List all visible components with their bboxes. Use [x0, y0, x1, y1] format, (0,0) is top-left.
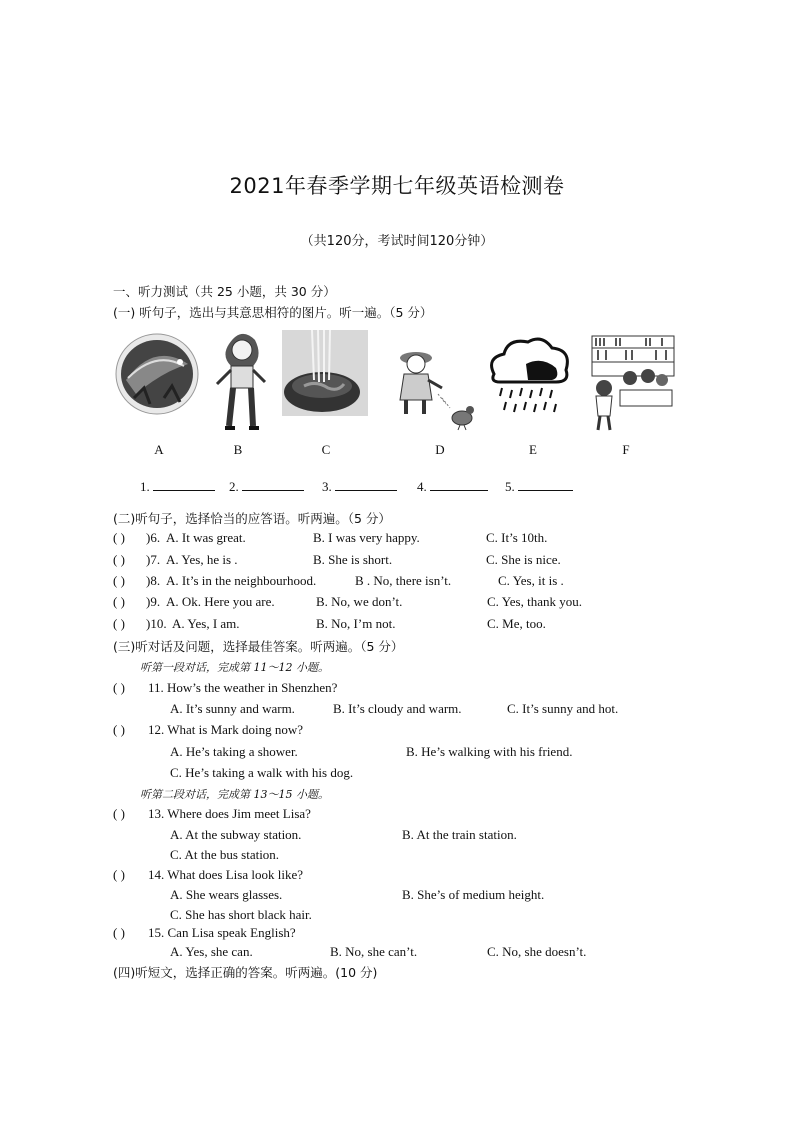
option-8a: A. It’s in the neighbourhood. — [166, 573, 317, 588]
picture-label-b: B — [233, 442, 243, 457]
blank-number: 4. — [417, 479, 427, 494]
option-15c: C. No, she doesn’t. — [487, 944, 587, 959]
option-12b: B. He’s walking with his friend. — [406, 744, 573, 759]
page-title: 2021年春季学期七年级英语检测卷 — [229, 174, 565, 198]
picture-label-e: E — [529, 442, 537, 457]
blank-number: 1. — [140, 479, 150, 494]
option-15a: A. Yes, she can. — [170, 944, 253, 959]
question-12: 12. What is Mark doing now? — [148, 722, 304, 737]
option-11a: A. It’s sunny and warm. — [170, 701, 295, 716]
answer-paren-11[interactable]: ( ) — [113, 680, 125, 695]
option-8b: B . No, there isn’t. — [355, 573, 452, 588]
picture-label-c: C — [321, 442, 331, 457]
option-8c: C. Yes, it is . — [498, 573, 564, 588]
option-6a: A. It was great. — [166, 530, 246, 545]
question-number-6: )6. — [146, 530, 161, 545]
option-7b: B. She is short. — [313, 552, 393, 567]
answer-paren-9[interactable]: ( ) — [113, 594, 125, 609]
dialogue1-note: 听第一段对话，完成第 11～12 小题。 — [140, 661, 329, 674]
option-10a: A. Yes, I am. — [172, 616, 240, 631]
option-7c: C. She is nice. — [486, 552, 561, 567]
option-13a: A. At the subway station. — [170, 827, 302, 842]
option-10b: B. No, I’m not. — [316, 616, 396, 631]
option-6b: B. I was very happy. — [313, 530, 420, 545]
section-heading: 一、听力测试（共 25 小题，共 30 分） — [113, 284, 336, 299]
question-number-10: )10. — [146, 616, 167, 631]
option-14c: C. She has short black hair. — [170, 907, 312, 922]
answer-paren-14[interactable]: ( ) — [113, 867, 125, 882]
question-number-8: )8. — [146, 573, 161, 588]
answer-paren-6[interactable]: ( ) — [113, 530, 125, 545]
answer-blank-4[interactable] — [417, 478, 488, 495]
answer-blank-2[interactable] — [229, 478, 304, 495]
page-subtitle: （共120分，考试时间120分钟） — [300, 234, 494, 249]
answer-paren-8[interactable]: ( ) — [113, 573, 125, 588]
answer-paren-7[interactable]: ( ) — [113, 552, 125, 567]
dialogue2-note: 听第二段对话，完成第 13～15 小题。 — [140, 788, 329, 801]
blank-number: 2. — [229, 479, 239, 494]
answer-paren-10[interactable]: ( ) — [113, 616, 125, 631]
blank-number: 5. — [505, 479, 515, 494]
answer-paren-13[interactable]: ( ) — [113, 806, 125, 821]
option-15b: B. No, she can’t. — [330, 944, 418, 959]
part4-instruction: (四)听短文，选择正确的答案。听两遍。(10 分) — [113, 965, 378, 980]
question-11: 11. How’s the weather in Shenzhen? — [148, 680, 338, 695]
question-13: 13. Where does Jim meet Lisa? — [148, 806, 311, 821]
option-13b: B. At the train station. — [402, 827, 517, 842]
library-picture — [586, 334, 676, 434]
part3-instruction: (三)听对话及问题，选择最佳答案。听两遍。（5 分） — [113, 639, 404, 654]
answer-blank-5[interactable] — [505, 478, 573, 495]
option-11c: C. It’s sunny and hot. — [507, 701, 619, 716]
option-14a: A. She wears glasses. — [170, 887, 283, 902]
question-14: 14. What does Lisa look like? — [148, 867, 304, 882]
option-14b: B. She’s of medium height. — [402, 887, 545, 902]
option-7a: A. Yes, he is . — [166, 552, 238, 567]
answer-paren-12[interactable]: ( ) — [113, 722, 125, 737]
question-15: 15. Can Lisa speak English? — [148, 925, 296, 940]
option-12c: C. He’s taking a walk with his dog. — [170, 765, 354, 780]
answer-blank-1[interactable] — [140, 478, 215, 495]
answer-blank-3[interactable] — [322, 478, 397, 495]
question-number-7: )7. — [146, 552, 161, 567]
part2-instruction: (二)听句子，选择恰当的应答语。听两遍。（5 分） — [113, 511, 391, 526]
option-9b: B. No, we don’t. — [316, 594, 403, 609]
question-number-9: )9. — [146, 594, 161, 609]
blank-number: 3. — [322, 479, 332, 494]
option-12a: A. He’s taking a shower. — [170, 744, 298, 759]
picture-label-d: D — [435, 442, 445, 457]
picture-label-f: F — [622, 442, 630, 457]
fish-dish-picture — [114, 328, 200, 416]
option-6c: C. It’s 10th. — [486, 530, 548, 545]
answer-paren-15[interactable]: ( ) — [113, 925, 125, 940]
option-11b: B. It’s cloudy and warm. — [333, 701, 462, 716]
option-9c: C. Yes, thank you. — [487, 594, 582, 609]
noodles-picture — [282, 330, 368, 416]
rain-cloud-picture — [486, 334, 572, 420]
part1-instruction: (一) 听句子，选出与其意思相符的图片。听一遍。（5 分） — [113, 305, 433, 320]
option-9a: A. Ok. Here you are. — [166, 594, 275, 609]
girl-picture — [207, 326, 275, 434]
option-13c: C. At the bus station. — [170, 847, 280, 862]
option-10c: C. Me, too. — [487, 616, 546, 631]
picture-label-a: A — [154, 442, 164, 457]
girl-feeding-chickens-picture — [390, 342, 476, 432]
